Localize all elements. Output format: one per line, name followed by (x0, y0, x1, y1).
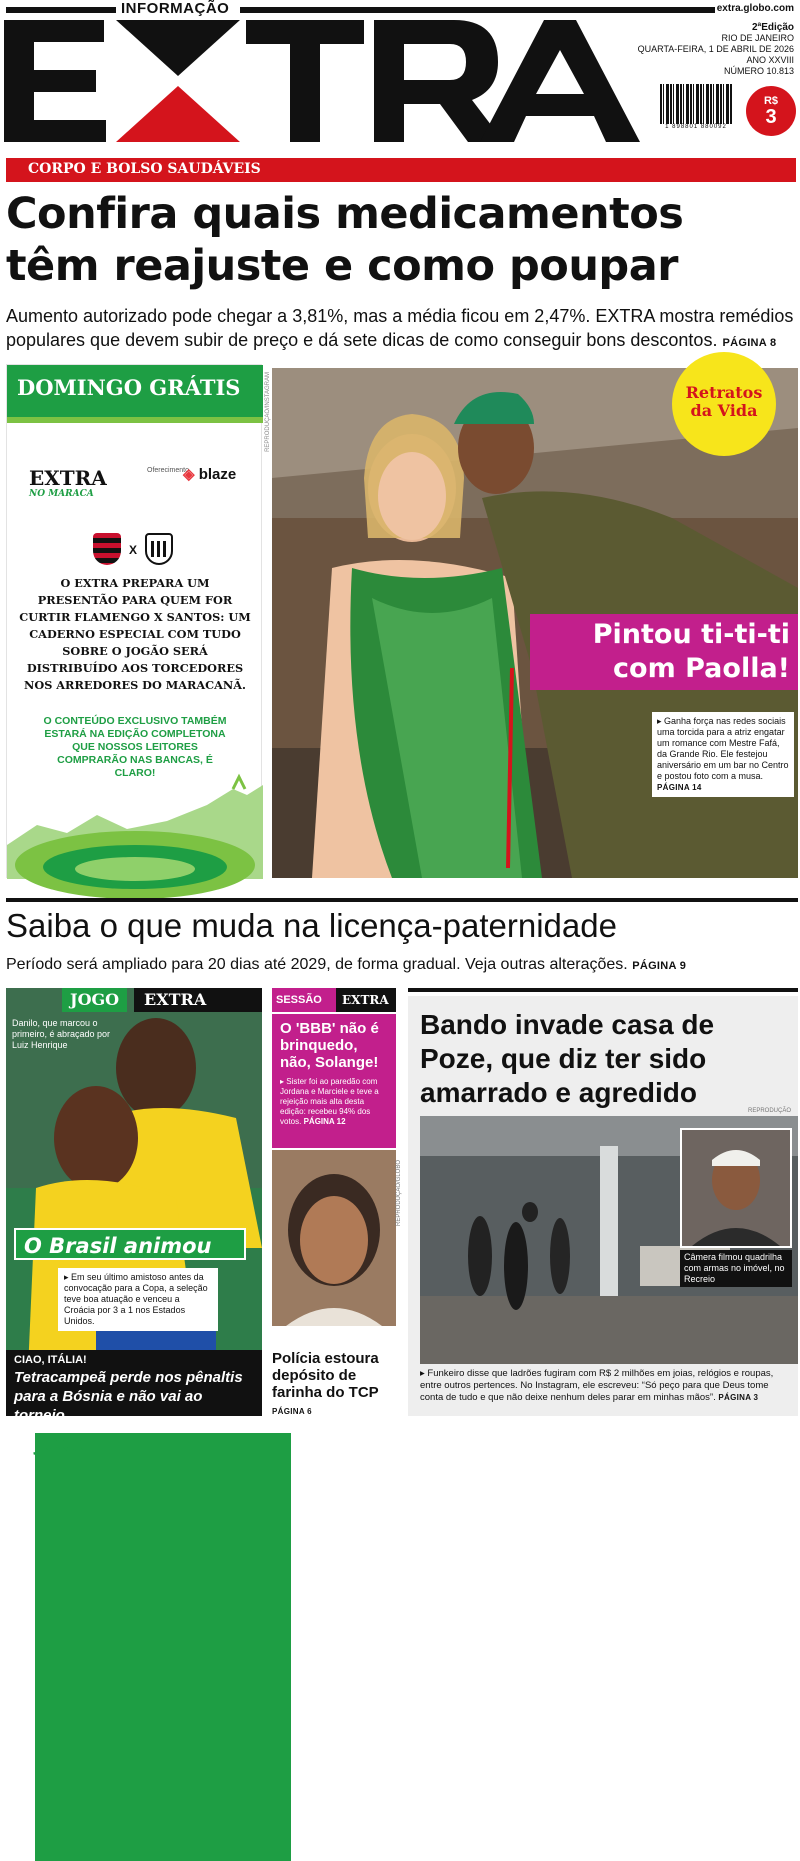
portrait-illustration (682, 1130, 790, 1246)
masthead (0, 0, 800, 152)
photo-credit: REPRODUÇÃO (748, 1108, 792, 1114)
caption-text: Funkeiro disse que ladrões fugiram com R$ 2 milhões em joias, relógios e roupas, entre outros pertences. No Instagram, ele escreveu: “Só peço para que Deus tome conta de tudo e que não deixe nenhum deles parar em minhas mãos”. (420, 1368, 774, 1403)
section-divider (6, 898, 798, 902)
lead-headline-line: têm reajuste e como poupar (6, 241, 678, 291)
poze-caption (420, 1368, 792, 1404)
masthead-label: INFORMAÇÃO (121, 0, 230, 17)
story-text-body: Sister foi ao paredão com Jordana e Marciele e teve a rejeição mais alta desta edição: recebeu 94% dos votos. (280, 1077, 379, 1126)
photo-credit: REPRODUÇÃO/GLOBO (396, 1160, 402, 1227)
promo-note: O CONTEÚDO EXCLUSIVO TAMBÉM ESTARÁ NA EDIÇÃO COMPLETONA QUE NOSSOS LEITORES COMPRARÃO NAS BANCAS, É CLARO! (43, 715, 227, 779)
maracana-stadium-illustration (7, 785, 263, 879)
edition-city: RIO DE JANEIRO (721, 33, 794, 43)
edition-number: 2ªEdição (751, 22, 794, 33)
bullet-icon: ▸ (280, 1077, 287, 1086)
badge-line: Retratos (685, 383, 763, 402)
sessao-story[interactable] (272, 1014, 396, 1148)
story-headline: Polícia estoura depósito de farinha do TCP (272, 1350, 379, 1401)
subtitle-text: Período será ampliado para 20 dias até 2029, de forma gradual. Veja outras alterações. (6, 956, 628, 973)
edition-date: QUARTA-FEIRA, 1 DE ABRIL DE 2026 (637, 44, 794, 54)
lead-kicker: CORPO E BOLSO SAUDÁVEIS (28, 161, 261, 177)
flamengo-crest-icon (93, 533, 121, 565)
paternidade-headline[interactable]: Saiba o que muda na licença-paternidade (6, 907, 617, 944)
caption-text: Ganha força nas redes sociais uma torcida para a atriz engatar um romance com Mestre Fafá, da Grande Rio. Ele festejou aniversário em um bar no Centro e postou foto com a musa. (657, 716, 789, 781)
lead-headline-line: Confira quais medicamentos (6, 189, 684, 239)
solange-photo[interactable] (272, 1150, 396, 1326)
photo-caption: Danilo, que marcou o primeiro, é abraçado por Luiz Henrique (12, 1018, 111, 1050)
page-reference[interactable]: PÁGINA 8 (722, 337, 777, 349)
feature-headline-line: Pintou ti-ti-ti (592, 619, 790, 650)
poze-portrait-inset[interactable] (680, 1128, 792, 1248)
story-kicker: CIAO, ITÁLIA! (14, 1354, 87, 1366)
divider (6, 7, 116, 13)
section-tab: EXTRA (336, 988, 396, 1012)
retratos-badge (672, 352, 776, 456)
portrait-illustration (272, 1150, 396, 1326)
feature-caption (652, 712, 794, 797)
logo-word: EXTRA (29, 466, 107, 490)
jogo-caption (58, 1268, 218, 1331)
policia-story[interactable] (272, 1350, 398, 1420)
bullet-icon: ▸ (64, 1272, 72, 1282)
edition-info (638, 22, 794, 77)
sponsor-name: blaze (198, 466, 237, 483)
lead-headline[interactable] (6, 188, 796, 292)
page-reference[interactable]: PÁGINA 12 (303, 1117, 346, 1126)
page-reference[interactable]: PÁGINA 14 (657, 783, 702, 792)
page-reference[interactable]: PÁGINA 6 (272, 1407, 312, 1416)
badge-line: da Vida (690, 401, 758, 420)
panel-header-stripe (7, 417, 263, 423)
page-reference[interactable]: PÁGINA 9 (632, 960, 687, 972)
logo-mark (4, 16, 644, 144)
barcode-bars (660, 84, 732, 124)
inset-caption: Câmera filmou quadrilha com armas no imóvel, no Recreio (680, 1250, 792, 1287)
poze-headline[interactable]: Bando invade casa de Poze, que diz ter sido amarrado e agredido (420, 1009, 715, 1108)
edition-year: ANO XXVIII (746, 55, 794, 65)
paternidade-subtitle (6, 954, 798, 977)
site-link[interactable]: extra.globo.com (716, 3, 794, 14)
divider (240, 7, 715, 13)
italia-story[interactable] (6, 1350, 262, 1424)
sponsor-logo (183, 465, 236, 483)
blaze-icon: ◈ (183, 466, 195, 483)
logo-tagline: NO MARACA (29, 489, 94, 499)
promo-text: O EXTRA PREPARA UM PRESENTÃO PARA QUEM FOR CURTIR FLAMENGO X SANTOS: UM CADERNO ESPECIAL COM TUDO SOBRE O JOGÃO SERÁ DISTRIBUÍDO AOS TORCEDORES NOS ARREDORES DO MARACANÃ. (19, 576, 251, 692)
section-divider (408, 988, 798, 992)
sponsor-label: Oferecimento (147, 467, 190, 474)
newspaper-logo (4, 16, 644, 144)
price-badge (746, 86, 796, 136)
versus-label: X (129, 543, 138, 557)
section-tab: SESSÃO (272, 988, 336, 1012)
feature-headline[interactable] (530, 614, 798, 690)
section-tab: EXTRA (134, 988, 262, 1012)
sessao-extra-tabs (272, 988, 396, 1012)
lead-subtitle (6, 304, 796, 355)
bullet-icon: ▸ (657, 716, 665, 726)
price-value: 3 (765, 106, 777, 128)
barcode-digits: 1 898801 880092 (665, 124, 727, 130)
story-headline: O 'BBB' não é brinquedo, não, Solange! (280, 1020, 379, 1071)
caption-text: Em seu último amistoso antes da convocação para a Copa, a seleção teve boa atuação e venceu a Croácia por 3 a 1 nos Estados Unidos. (64, 1272, 208, 1326)
price-currency: R$ (763, 95, 779, 107)
jogo-headline[interactable]: O Brasil animou (14, 1228, 246, 1260)
edition-issue: NÚMERO 10.813 (723, 66, 794, 76)
barcode (660, 84, 732, 136)
santos-crest-icon (145, 533, 173, 565)
bullet-icon: ▸ (420, 1368, 428, 1379)
logo-word: JOGO (35, 1433, 291, 1861)
lead-subtitle-text: Aumento autorizado pode chegar a 3,81%, mas a média ficou em 2,47%. EXTRA mostra remédios populares que devem subir de preço e dá sete dicas de como conseguir bons descontos. (6, 306, 794, 350)
page-reference[interactable]: PÁGINA 3 (718, 1393, 759, 1402)
feature-headline-line: com Paolla! (613, 653, 790, 684)
story-headline: Tetracampeã perde nos pênaltis para a Bósnia e não vai ao torneio (14, 1369, 243, 1424)
panel-title: DOMINGO GRÁTIS (17, 375, 241, 400)
story-text (280, 1077, 388, 1127)
section-tab: JOGO (62, 988, 127, 1012)
photo-credit: REPRODUÇÃO/INSTAGRAM (265, 372, 271, 452)
